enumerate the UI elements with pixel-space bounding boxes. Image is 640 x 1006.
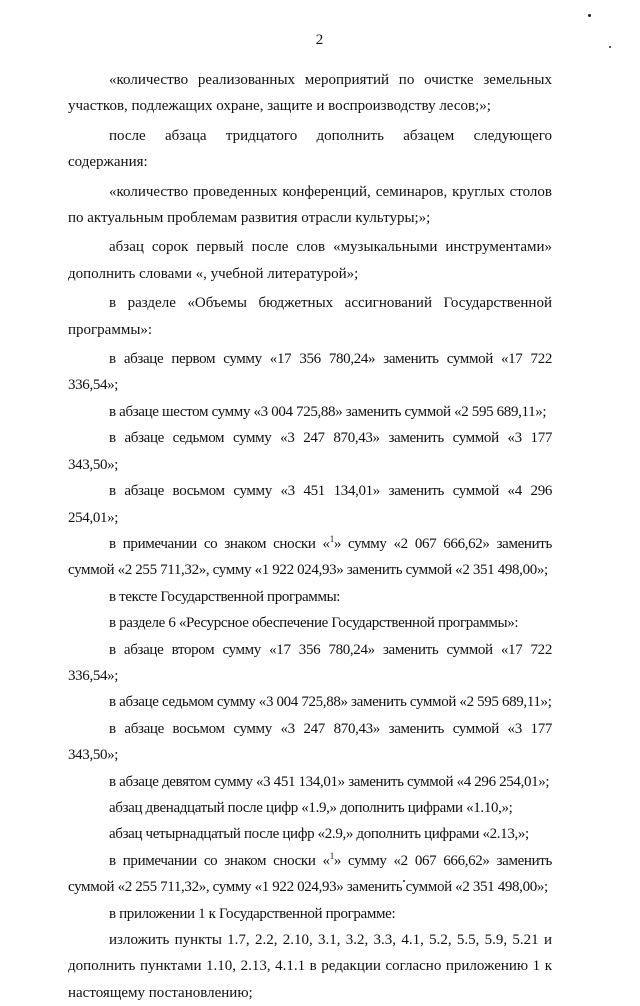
paragraph: в абзаце восьмом сумму «3 247 870,43» заменить суммой «3 177 343,50»;: [68, 720, 552, 764]
paragraph: в разделе 6 «Ресурсное обеспечение Государственной программы»:: [109, 615, 519, 632]
paragraph-text: в примечании со знаком сноски «: [109, 852, 330, 869]
paragraph: в абзаце девятом сумму «3 451 134,01» заменить суммой «4 296 254,01»;: [109, 773, 550, 790]
paragraph: в приложении 1 к Государственной программе:: [109, 905, 396, 922]
footnote-mark: 1: [329, 533, 334, 544]
paragraph-text: » сумму «2 067 666,62» заменить суммой «2 255 711,32», сумму «1 922 024,93» заменить суммой «2 351 498,00»;: [68, 535, 552, 579]
paragraph: абзац сорок первый после слов «музыкальными инструментами» дополнить словами «, учебной литературой»;: [68, 239, 552, 282]
paragraph: изложить пункты 1.7, 2.2, 2.10, 3.1, 3.2, 3.3, 4.1, 5.2, 5.5, 5.9, 5.21 и дополнить пунктами 1.10, 2.13, 4.1.1 в редакции согласно приложению 1 к настоящему постановлению;: [68, 932, 552, 1001]
scan-speck: [609, 46, 611, 48]
paragraph-text: в примечании со знаком сноски «: [109, 535, 330, 552]
paragraph-text: » сумму «2 067 666,62» заменить суммой «2 255 711,32», сумму «1 922 024,93» заменить суммой «2 351 498,00»;: [68, 852, 552, 896]
paragraph: в абзаце шестом сумму «3 004 725,88» заменить суммой «2 595 689,11»;: [109, 403, 547, 420]
paragraph: абзац двенадцатый после цифр «1.9,» дополнить цифрами «1.10,»;: [109, 799, 513, 816]
paragraph: в абзаце седьмом сумму «3 247 870,43» заменить суммой «3 177 343,50»;: [68, 430, 552, 473]
paragraph: в абзаце седьмом сумму «3 004 725,88» заменить суммой «2 595 689,11»;: [109, 694, 552, 711]
scan-speck: [588, 14, 591, 17]
paragraph: в разделе «Объемы бюджетных ассигнований Государственной программы»:: [68, 295, 552, 338]
paragraph: «количество реализованных мероприятий по очистке земельных участков, подлежащих охране, защите и воспроизводству лесов;»;: [68, 72, 552, 115]
paragraph: в абзаце первом сумму «17 356 780,24» заменить суммой «17 722 336,54»;: [68, 351, 552, 394]
footnote-mark: 1: [329, 850, 334, 861]
paragraph: [68, 848, 552, 901]
paragraph: [68, 531, 552, 584]
paragraph: «количество проведенных конференций, семинаров, круглых столов по актуальным проблемам развития отрасли культуры;»;: [68, 183, 552, 227]
paragraph: в тексте Государственной программы:: [109, 588, 341, 605]
paragraph: после абзаца тридцатого дополнить абзацем следующего содержания:: [68, 127, 552, 171]
page-number: 2: [315, 32, 325, 48]
document-body: [68, 67, 552, 1006]
paragraph: в абзаце восьмом сумму «3 451 134,01» заменить суммой «4 296 254,01»;: [68, 483, 552, 526]
paragraph: в абзаце втором сумму «17 356 780,24» заменить суммой «17 722 336,54»;: [68, 641, 552, 684]
paragraph: абзац четырнадцатый после цифр «2.9,» дополнить цифрами «2.13,»;: [109, 826, 529, 843]
